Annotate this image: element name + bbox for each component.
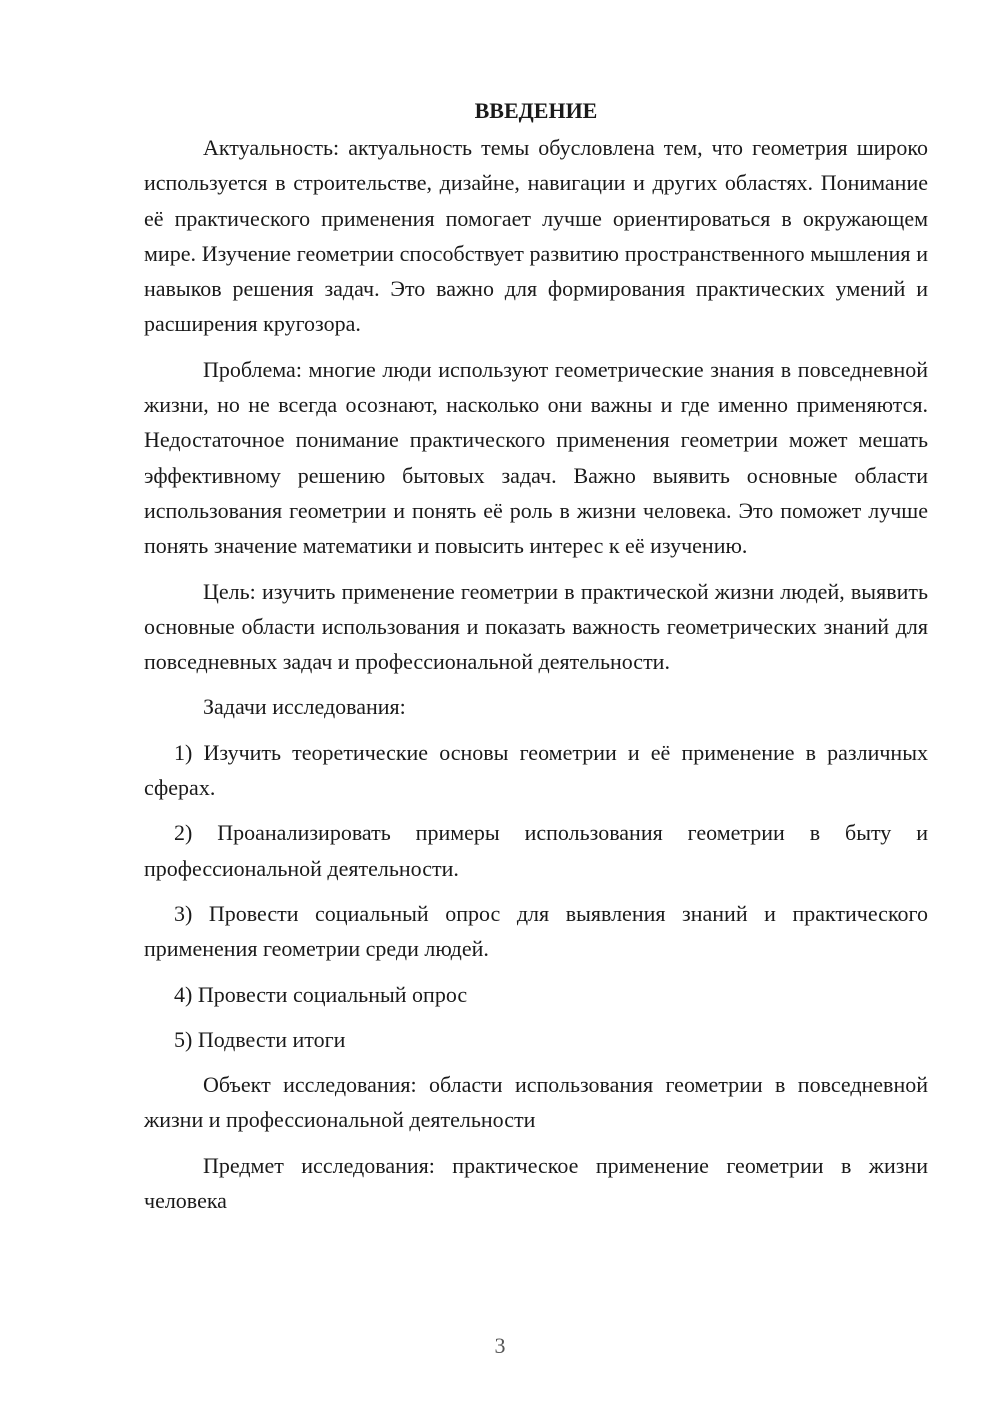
- page-number: 3: [494, 1333, 506, 1358]
- document-page: [144, 93, 928, 1218]
- object-paragraph: Объект исследования: области использования геометрии в повседневной жизни и профессиональной деятельности: [144, 1072, 928, 1133]
- subject-paragraph: Предмет исследования: практическое применение геометрии в жизни человека: [144, 1152, 928, 1214]
- goal-paragraph: Цель: изучить применение геометрии в практической жизни людей, выявить основные области использования и показать важность геометрических знаний для повседневных задач и профессиональной деятельности.: [144, 578, 928, 675]
- tasks-title: Задачи исследования:: [203, 694, 406, 720]
- task-item-2: 2) Проанализировать примеры использования геометрии в быту и профессиональной деятельности.: [144, 820, 928, 881]
- task-item-1: 1) Изучить теоретические основы геометрии и её применение в различных сферах.: [144, 739, 928, 801]
- relevance-paragraph: Актуальность: актуальность темы обусловлена тем, что геометрия широко используется в строительстве, дизайне, навигации и других областях. Понимание её практического применения помогает лучше ориентироваться в окружающем мире. Изучение геометрии способствует развитию пространственного мышления и навыков решения задач. Это важно для формирования практических умений и расширения кругозора.: [144, 135, 928, 337]
- problem-paragraph: Проблема: многие люди используют геометрические знания в повседневной жизни, но не всегда осознают, насколько они важны и где именно применяются. Недостаточное понимание практического применения геометрии может мешать эффективному решению бытовых задач. Важно выявить основные области использования геометрии и понять её роль в жизни человека. Это поможет лучше понять значение математики и повысить интерес к её изучению.: [144, 356, 928, 559]
- task-item-5: 5) Подвести итоги: [174, 1026, 346, 1052]
- task-item-4: 4) Провести социальный опрос: [174, 981, 468, 1007]
- section-heading: ВВЕДЕНИЕ: [474, 98, 598, 123]
- task-item-3: 3) Провести социальный опрос для выявления знаний и практического применения геометрии среди людей.: [144, 900, 928, 962]
